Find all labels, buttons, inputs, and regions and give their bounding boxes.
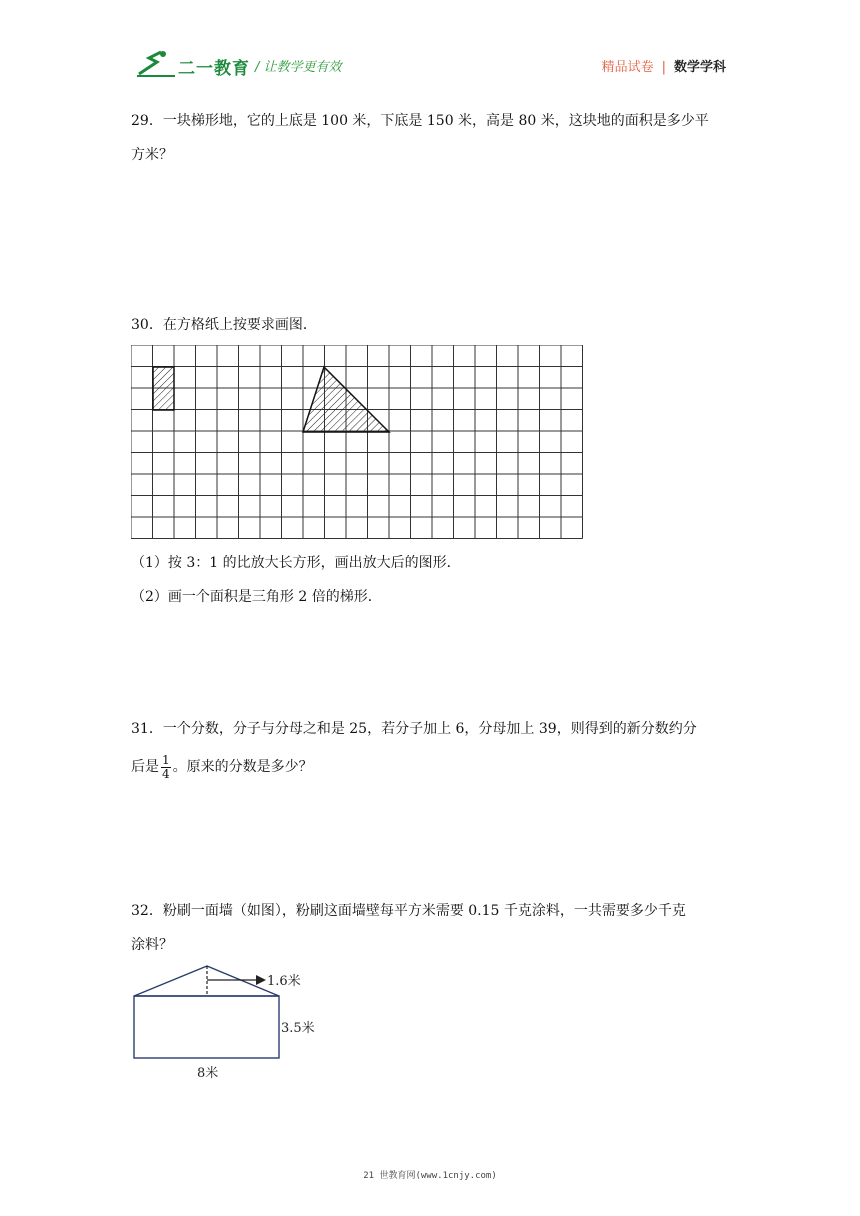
arrow-head-icon: [256, 975, 266, 985]
line-suffix: 。原来的分数是多少？: [172, 759, 313, 775]
question-line: 方米？: [131, 147, 173, 163]
wall-figure: [125, 960, 335, 1085]
line-prefix: 后是: [131, 759, 159, 775]
question-line: 30．在方格纸上按要求画图．: [131, 317, 317, 333]
question-line: 29．一块梯形地，它的上底是 100 米，下底是 150 米，高是 80 米，这块地的面积是多少平: [131, 113, 709, 129]
header-separator: |: [661, 60, 666, 75]
wall-rectangle: [134, 996, 279, 1058]
q30-sub-2: （2）画一个面积是三角形 2 倍的梯形．: [131, 589, 382, 605]
question-32: [131, 894, 731, 962]
question-31: [131, 712, 731, 784]
grid-figure: [131, 345, 583, 539]
base-label: 8米: [197, 1066, 219, 1081]
question-line: 涂料？: [131, 937, 173, 953]
fraction-numerator: 1: [162, 752, 170, 767]
footer-text: 21 世教育网(www.1cnjy.com): [363, 1171, 497, 1181]
header-subject: 数学学科: [673, 60, 726, 75]
side-label: 3.5米: [281, 1021, 315, 1036]
fraction-denominator: 4: [162, 766, 170, 781]
height-label: 1.6米: [267, 974, 301, 989]
q30-sub-1: （1）按 3：1 的比放大长方形，画出放大后的图形．: [131, 555, 461, 571]
header-label: 精品试卷: [601, 60, 654, 75]
question-29: [131, 104, 731, 172]
hatched-rectangle: [153, 367, 174, 410]
header-right: [602, 56, 726, 75]
fraction: [161, 754, 171, 781]
brand-name: 二一教育: [178, 59, 250, 79]
question-line: [131, 750, 731, 784]
question-line: 31．一个分数，分子与分母之和是 25，若分子加上 6，分母加上 39，则得到的新分数约分: [131, 721, 697, 737]
question-30: [131, 308, 731, 342]
header-slogan: / 让教学更有效: [255, 60, 342, 75]
question-line: 32．粉刷一面墙（如图），粉刷这面墙壁每平方米需要 0.15 千克涂料，一共需要多少千克: [131, 903, 686, 919]
